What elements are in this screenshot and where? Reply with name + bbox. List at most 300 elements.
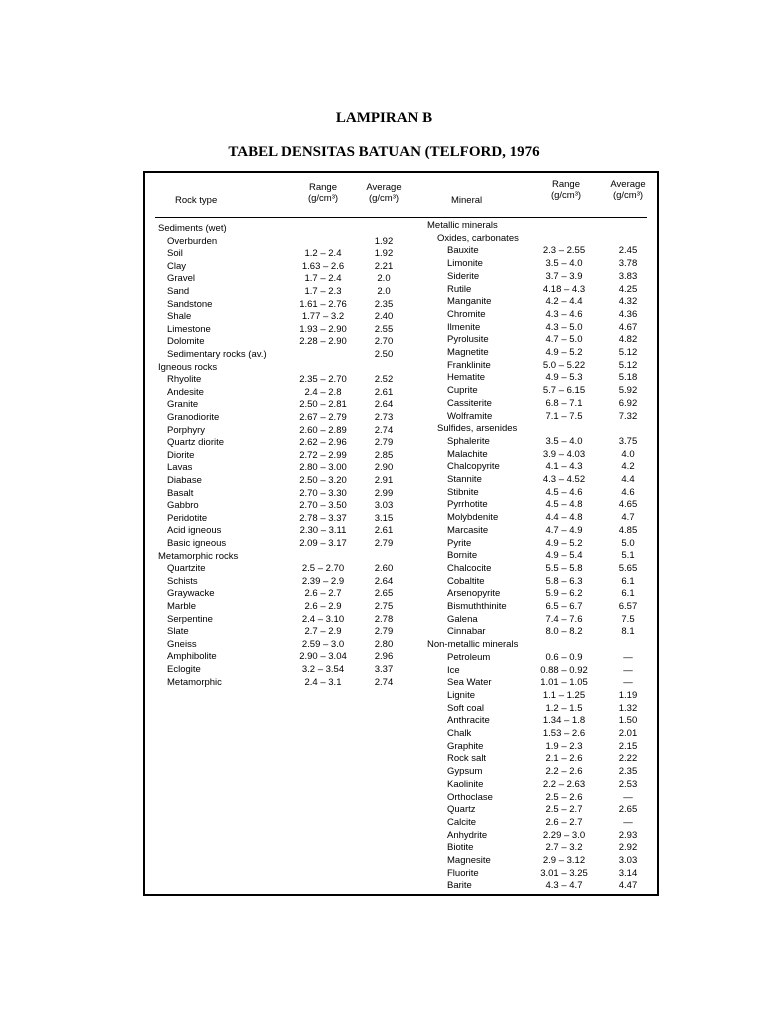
mineral-row-name: Sphalerite <box>447 435 490 447</box>
rock-row-name: Metamorphic rocks <box>158 550 239 562</box>
mineral-row-name: Oxides, carbonates <box>437 232 519 244</box>
mineral-row <box>145 714 657 727</box>
mineral-row-range: 2.7 – 3.2 <box>545 842 583 854</box>
mineral-row-average: 4.82 <box>618 334 638 346</box>
mineral-row-range: 2.2 – 2.63 <box>542 778 586 790</box>
header-average-mineral-line2: (g/cm³) <box>612 190 644 201</box>
mineral-row <box>145 803 657 816</box>
mineral-row-name: Ice <box>447 664 460 676</box>
mineral-row-name: Orthoclase <box>447 791 493 803</box>
table-title: TABEL DENSITAS BATUAN (TELFORD, 1976 <box>228 144 540 160</box>
header-average-rock-line2: (g/cm³) <box>368 193 400 204</box>
mineral-row-average: — <box>623 791 633 803</box>
rock-row-average: 2.99 <box>374 487 394 499</box>
rock-row-range: 2.70 – 3.50 <box>299 500 347 512</box>
mineral-row-range: 4.5 – 4.6 <box>545 486 583 498</box>
mineral-row <box>145 397 657 410</box>
header-average-rock-line1: Average <box>366 182 402 193</box>
rock-row-name: Basic igneous <box>167 538 227 549</box>
mineral-row-name: Siderite <box>447 270 480 282</box>
mineral-row-average: 2.65 <box>618 804 638 816</box>
rock-row-range: 3.2 – 3.54 <box>301 664 345 675</box>
mineral-row-average: 2.01 <box>618 728 638 739</box>
mineral-row-average: 1.32 <box>618 702 638 714</box>
mineral-row <box>145 295 657 308</box>
mineral-row-range: 5.5 – 5.8 <box>545 562 583 574</box>
rock-row-range: 2.80 – 3.00 <box>299 462 347 474</box>
mineral-row-range: 4.2 – 4.4 <box>545 296 583 308</box>
mineral-row-average: 4.65 <box>618 499 638 511</box>
mineral-row-average: 5.92 <box>618 385 638 397</box>
mineral-row <box>145 270 657 283</box>
mineral-row-range: 1.01 – 1.05 <box>540 677 588 689</box>
mineral-row-name: Cobaltite <box>447 575 485 587</box>
mineral-row-name: Barite <box>447 880 472 892</box>
rock-row-average: 2.79 <box>374 626 394 638</box>
mineral-row-average: — <box>623 664 633 676</box>
mineral-row-range: 2.6 – 2.7 <box>545 816 583 828</box>
mineral-row <box>145 244 657 257</box>
mineral-row-average: 2.45 <box>618 245 638 257</box>
mineral-row-name: Anthracite <box>447 715 490 727</box>
mineral-row <box>145 587 657 600</box>
rock-row-name: Graywacke <box>167 588 215 600</box>
mineral-row-range: 6.5 – 6.7 <box>545 601 583 612</box>
mineral-row <box>145 625 657 638</box>
mineral-row-name: Quartz <box>447 804 476 816</box>
mineral-row-range: 4.3 – 5.0 <box>545 321 583 333</box>
mineral-row-name: Rutile <box>447 283 472 295</box>
mineral-row-average: 2.93 <box>618 829 638 841</box>
mineral-row-name: Franklinite <box>447 359 491 371</box>
mineral-row <box>145 575 657 588</box>
rock-row-average: 2.74 <box>374 424 394 436</box>
mineral-row-average: 3.83 <box>618 270 638 282</box>
mineral-row-range: 7.1 – 7.5 <box>545 410 583 422</box>
mineral-row-name: Bornite <box>447 550 478 562</box>
mineral-row <box>145 486 657 499</box>
page-title: LAMPIRAN B <box>335 110 433 126</box>
rock-row-name: Eclogite <box>167 664 201 675</box>
rock-row-name: Acid igneous <box>167 525 222 537</box>
mineral-row-name: Sea Water <box>447 677 492 689</box>
rock-row-name: Amphibolite <box>167 651 217 663</box>
mineral-row-range: 5.9 – 6.2 <box>545 588 583 600</box>
rock-row-average: 1.92 <box>374 248 394 260</box>
mineral-row-average: 6.57 <box>618 601 638 612</box>
mineral-row <box>145 333 657 346</box>
mineral-row-range: 1.2 – 1.5 <box>545 702 583 714</box>
rock-row-range: 1.77 – 3.2 <box>301 311 345 323</box>
mineral-row <box>145 283 657 296</box>
mineral-row-average: 4.25 <box>618 283 638 295</box>
mineral-row-name: Calcite <box>447 816 477 828</box>
rock-row-name: Diorite <box>167 449 195 461</box>
mineral-row-average: 3.03 <box>618 855 638 866</box>
mineral-row <box>145 689 657 702</box>
mineral-row-average: 6.1 <box>621 588 635 600</box>
mineral-row <box>145 359 657 372</box>
mineral-row <box>145 727 657 740</box>
mineral-row <box>145 702 657 715</box>
rock-row-name: Granite <box>167 399 199 411</box>
mineral-row-range: 3.9 – 4.03 <box>542 448 586 460</box>
mineral-row-average: 4.85 <box>618 524 638 536</box>
mineral-row-name: Cuprite <box>447 385 478 397</box>
mineral-row <box>145 816 657 829</box>
rock-row-name: Sedimentary rocks (av.) <box>167 349 267 360</box>
header-range-mineral-line1: Range <box>552 179 580 190</box>
rock-row-range: 1.7 – 2.3 <box>304 286 342 297</box>
rock-row-range: 2.50 – 3.20 <box>299 475 347 486</box>
mineral-row <box>145 410 657 423</box>
mineral-row-average: 2.53 <box>618 778 638 790</box>
mineral-row-range: 4.9 – 5.2 <box>545 537 583 549</box>
mineral-row-name: Malachite <box>447 448 488 460</box>
mineral-row-range: 2.29 – 3.0 <box>542 829 586 841</box>
mineral-row-range: 0.88 – 0.92 <box>540 664 588 676</box>
mineral-row-name: Molybdenite <box>447 512 499 524</box>
rock-row-average: 2.75 <box>374 601 394 612</box>
rock-row-name: Lavas <box>167 462 193 474</box>
rock-row-name: Sandstone <box>167 298 213 310</box>
mineral-row-name: Petroleum <box>447 651 491 663</box>
mineral-row-range: 3.5 – 4.0 <box>545 258 583 270</box>
mineral-row-name: Biotite <box>447 842 474 854</box>
rock-row-name: Diabase <box>167 475 202 486</box>
rock-row-range: 2.60 – 2.89 <box>299 424 347 436</box>
rock-row-name: Gabbro <box>167 500 199 512</box>
mineral-row-average: 7.5 <box>621 613 635 625</box>
rock-row-range: 1.63 – 2.6 <box>301 260 345 272</box>
mineral-row-range: 5.8 – 6.3 <box>545 575 583 587</box>
mineral-row <box>145 384 657 397</box>
mineral-row <box>145 600 657 613</box>
header-range-rock <box>295 182 351 204</box>
mineral-row-average: 4.7 <box>621 512 635 524</box>
mineral-row-name: Arsenopyrite <box>447 588 501 600</box>
mineral-row-name: Graphite <box>447 740 484 752</box>
mineral-row-range: 3.7 – 3.9 <box>545 270 583 282</box>
mineral-row-name: Anhydrite <box>447 829 488 841</box>
mineral-row <box>145 537 657 550</box>
mineral-row-average: 2.22 <box>618 753 638 765</box>
rock-row-name: Sediments (wet) <box>158 223 227 234</box>
mineral-row <box>145 752 657 765</box>
rock-row-average: 2.21 <box>374 260 394 272</box>
mineral-row-average: 5.65 <box>618 562 638 574</box>
rock-row-average: 2.50 <box>374 349 394 360</box>
mineral-row-name: Manganite <box>447 296 492 308</box>
header-range-mineral-line2: (g/cm³) <box>550 190 582 201</box>
density-table <box>143 171 659 896</box>
rock-row-range: 2.6 – 2.9 <box>304 601 342 612</box>
mineral-row-average: 5.12 <box>618 359 638 371</box>
mineral-row-name: Marcasite <box>447 524 489 536</box>
mineral-row-average: 2.35 <box>618 766 638 778</box>
mineral-row-name: Metallic minerals <box>427 220 498 231</box>
mineral-row <box>145 498 657 511</box>
mineral-row-average: 3.78 <box>618 258 638 270</box>
rock-row-range: 2.90 – 3.04 <box>299 651 347 663</box>
mineral-row <box>145 778 657 791</box>
mineral-row-name: Limonite <box>447 258 483 270</box>
rock-row-average: 2.79 <box>374 538 394 549</box>
rock-row-range: 2.4 – 2.8 <box>304 386 342 398</box>
mineral-row-range: 4.3 – 4.52 <box>542 474 586 485</box>
mineral-row-average: 1.19 <box>618 689 638 701</box>
mineral-row-range: 1.1 – 1.25 <box>542 689 586 701</box>
mineral-row-average: 6.92 <box>618 397 638 409</box>
mineral-row-name: Lignite <box>447 689 475 701</box>
mineral-row-name: Non-metallic minerals <box>427 639 519 651</box>
mineral-row-name: Magnesite <box>447 855 491 866</box>
mineral-row-name: Pyrite <box>447 537 472 549</box>
mineral-row-range: 2.9 – 3.12 <box>542 855 586 866</box>
mineral-row-range: 2.5 – 2.7 <box>545 804 583 816</box>
mineral-row-average: 3.75 <box>618 435 638 447</box>
rock-row-range: 2.59 – 3.0 <box>301 638 345 650</box>
mineral-row-average: 5.0 <box>621 537 635 549</box>
rock-row-range: 2.5 – 2.70 <box>301 563 345 575</box>
rock-row-average: 2.55 <box>374 323 394 335</box>
rock-row-range: 2.78 – 3.37 <box>299 512 347 524</box>
mineral-row-range: 8.0 – 8.2 <box>545 626 583 638</box>
rock-row-range: 2.70 – 3.30 <box>299 487 347 499</box>
mineral-row-range: 3.01 – 3.25 <box>540 867 588 879</box>
mineral-row-range: 2.5 – 2.6 <box>545 791 583 803</box>
mineral-row-average: 5.12 <box>618 347 638 358</box>
mineral-row-range: 4.3 – 4.6 <box>545 308 583 320</box>
rock-row-name: Granodiorite <box>167 412 220 423</box>
rock-row-average: 2.61 <box>374 386 394 398</box>
rock-row-name: Quartzite <box>167 563 206 575</box>
mineral-row-average: 2.92 <box>618 842 638 854</box>
mineral-row-range: 4.7 – 4.9 <box>545 524 583 536</box>
rock-row-range: 1.93 – 2.90 <box>299 323 347 335</box>
rock-row-range: 2.62 – 2.96 <box>299 437 347 449</box>
mineral-row-name: Stibnite <box>447 486 479 498</box>
mineral-row-name: Wolframite <box>447 410 493 422</box>
rock-row-average: 2.65 <box>374 588 394 600</box>
mineral-row-range: 4.18 – 4.3 <box>542 283 586 295</box>
mineral-row <box>145 232 657 245</box>
mineral-row-average: 4.36 <box>618 308 638 320</box>
rock-row-average: 2.64 <box>374 575 394 587</box>
mineral-row-range: 7.4 – 7.6 <box>545 613 583 625</box>
rock-row-average: 2.0 <box>377 273 391 285</box>
mineral-row-range: 1.34 – 1.8 <box>542 715 586 727</box>
rock-row-average: 2.85 <box>374 449 394 461</box>
mineral-row-range: 0.6 – 0.9 <box>545 651 583 663</box>
mineral-row-name: Fluorite <box>447 867 479 879</box>
rock-row-name: Schists <box>167 575 198 587</box>
mineral-row <box>145 740 657 753</box>
mineral-row-range: 1.53 – 2.6 <box>542 728 586 739</box>
rock-row-average: 2.35 <box>374 298 394 310</box>
mineral-row-range: 4.3 – 4.7 <box>545 880 583 892</box>
header-mineral <box>451 195 511 206</box>
mineral-row <box>145 321 657 334</box>
mineral-row-range: 4.1 – 4.3 <box>545 461 583 473</box>
rock-row-name: Gravel <box>167 273 195 285</box>
mineral-row-name: Cassiterite <box>447 397 492 409</box>
mineral-row-average: 4.67 <box>618 321 638 333</box>
rock-row-average: 2.64 <box>374 399 394 411</box>
rock-row-name: Gneiss <box>167 638 197 650</box>
mineral-row <box>145 651 657 664</box>
mineral-row <box>145 346 657 359</box>
mineral-row <box>145 841 657 854</box>
mineral-row-name: Chalk <box>447 728 472 739</box>
rock-row-name: Andesite <box>167 386 204 398</box>
rock-row-name: Dolomite <box>167 336 205 348</box>
mineral-row-range: 5.7 – 6.15 <box>542 385 586 397</box>
mineral-row-average: 4.4 <box>621 474 635 485</box>
rock-row-range: 2.30 – 3.11 <box>299 525 347 537</box>
rock-row-average: 3.15 <box>374 512 394 524</box>
mineral-row-average: 5.18 <box>618 372 638 384</box>
mineral-row <box>145 562 657 575</box>
mineral-row-average: 4.32 <box>618 296 638 308</box>
rock-row-average: 2.74 <box>374 676 394 688</box>
rock-row-average: 2.61 <box>374 525 394 537</box>
mineral-row-average: — <box>623 816 633 828</box>
rock-row-average: 2.70 <box>374 336 394 348</box>
mineral-row <box>145 524 657 537</box>
header-divider <box>155 217 647 218</box>
mineral-row-name: Magnetite <box>447 347 489 358</box>
mineral-row-name: Soft coal <box>447 702 484 714</box>
rock-row-range: 2.35 – 2.70 <box>299 374 347 386</box>
rock-row-name: Shale <box>167 311 192 323</box>
mineral-row-name: Chalcopyrite <box>447 461 500 473</box>
header-average-mineral-line1: Average <box>610 179 646 190</box>
mineral-row-name: Ilmenite <box>447 321 481 333</box>
rock-row-average: 2.90 <box>374 462 394 474</box>
mineral-row <box>145 257 657 270</box>
mineral-row-range: 4.9 – 5.3 <box>545 372 583 384</box>
rock-row-name: Serpentine <box>167 613 213 625</box>
rock-row-average: 2.79 <box>374 437 394 449</box>
rock-row-name: Porphyry <box>167 424 206 436</box>
mineral-row <box>145 664 657 677</box>
rock-row-name: Sand <box>167 286 190 297</box>
rock-row-range: 2.6 – 2.7 <box>304 588 342 600</box>
mineral-row-range: 4.4 – 4.8 <box>545 512 583 524</box>
mineral-row-name: Cinnabar <box>447 626 486 638</box>
mineral-row <box>145 638 657 651</box>
mineral-row-range: 4.9 – 5.2 <box>545 347 583 358</box>
rock-row-average: 3.37 <box>374 664 394 675</box>
mineral-row-average: — <box>623 651 633 663</box>
mineral-row-average: 8.1 <box>621 626 635 638</box>
header-average-mineral <box>599 179 657 201</box>
mineral-row-name: Galena <box>447 613 478 625</box>
rock-row-average: 2.60 <box>374 563 394 575</box>
mineral-row <box>145 854 657 867</box>
mineral-row-average: 5.1 <box>621 550 635 562</box>
mineral-row-average: 4.2 <box>621 461 635 473</box>
mineral-row-range: 2.3 – 2.55 <box>542 245 586 257</box>
mineral-row-range: 6.8 – 7.1 <box>545 397 583 409</box>
mineral-row-name: Hematite <box>447 372 486 384</box>
rock-row-name: Igneous rocks <box>158 361 218 373</box>
mineral-row-average: 2.15 <box>618 740 638 752</box>
mineral-row <box>145 879 657 892</box>
mineral-row-name: Sulfides, arsenides <box>437 423 518 435</box>
mineral-row-name: Kaolinite <box>447 778 484 790</box>
rock-row-range: 1.7 – 2.4 <box>304 273 342 285</box>
rock-row-name: Overburden <box>167 235 218 247</box>
rock-row-name: Limestone <box>167 323 211 335</box>
rock-row-range: 2.67 – 2.79 <box>299 412 347 423</box>
rock-row-average: 3.03 <box>374 500 394 512</box>
mineral-row-average: 1.50 <box>618 715 638 727</box>
rock-row-name: Peridotite <box>167 512 208 524</box>
mineral-row <box>145 511 657 524</box>
header-range-mineral <box>537 179 595 201</box>
rock-row-range: 2.7 – 2.9 <box>304 626 342 638</box>
rock-row-average: 2.0 <box>377 286 391 297</box>
mineral-row-average: 6.1 <box>621 575 635 587</box>
mineral-row <box>145 867 657 880</box>
mineral-row-average: 4.47 <box>618 880 638 892</box>
rock-row-average: 2.96 <box>374 651 394 663</box>
mineral-row <box>145 219 657 232</box>
mineral-row <box>145 791 657 804</box>
rock-row-range: 2.39 – 2.9 <box>301 575 345 587</box>
rock-row-range: 1.2 – 2.4 <box>304 248 342 260</box>
mineral-row-range: 3.5 – 4.0 <box>545 435 583 447</box>
rock-row-name: Rhyolite <box>167 374 202 386</box>
rock-row-name: Quartz diorite <box>167 437 225 449</box>
mineral-row-average: 7.32 <box>618 410 638 422</box>
mineral-row-range: 5.0 – 5.22 <box>542 359 586 371</box>
mineral-row-name: Chalcocite <box>447 562 492 574</box>
mineral-row <box>145 448 657 461</box>
rock-row-range: 2.50 – 2.81 <box>299 399 347 411</box>
mineral-row-name: Gypsum <box>447 766 483 778</box>
mineral-row-range: 4.7 – 5.0 <box>545 334 583 346</box>
mineral-row-average: — <box>623 677 633 689</box>
mineral-row-name: Pyrolusite <box>447 334 489 346</box>
rock-row-average: 2.78 <box>374 613 394 625</box>
rock-row-range: 2.4 – 3.10 <box>301 613 345 625</box>
header-rock-type <box>175 195 255 206</box>
rock-row-average: 1.92 <box>374 235 394 247</box>
rock-row-range: 2.28 – 2.90 <box>299 336 347 348</box>
mineral-row-name: Pyrrhotite <box>447 499 488 511</box>
rock-row-average: 2.73 <box>374 412 394 423</box>
mineral-row-name: Bismuththinite <box>447 601 507 612</box>
mineral-row <box>145 435 657 448</box>
header-range-rock-line2: (g/cm³) <box>307 193 339 204</box>
rock-row-name: Slate <box>167 626 189 638</box>
rock-row-range: 2.4 – 3.1 <box>304 676 342 688</box>
rock-row-average: 2.80 <box>374 638 394 650</box>
header-average-rock <box>355 182 413 204</box>
header-range-rock-line1: Range <box>309 182 337 193</box>
mineral-row <box>145 765 657 778</box>
mineral-row-average: 3.14 <box>618 867 638 879</box>
rock-row-name: Marble <box>167 601 197 612</box>
mineral-row-range: 1.9 – 2.3 <box>545 740 583 752</box>
mineral-row-range: 4.9 – 5.4 <box>545 550 583 562</box>
rock-row-range: 2.72 – 2.99 <box>299 449 347 461</box>
mineral-row <box>145 422 657 435</box>
mineral-row-name: Rock salt <box>447 753 487 765</box>
